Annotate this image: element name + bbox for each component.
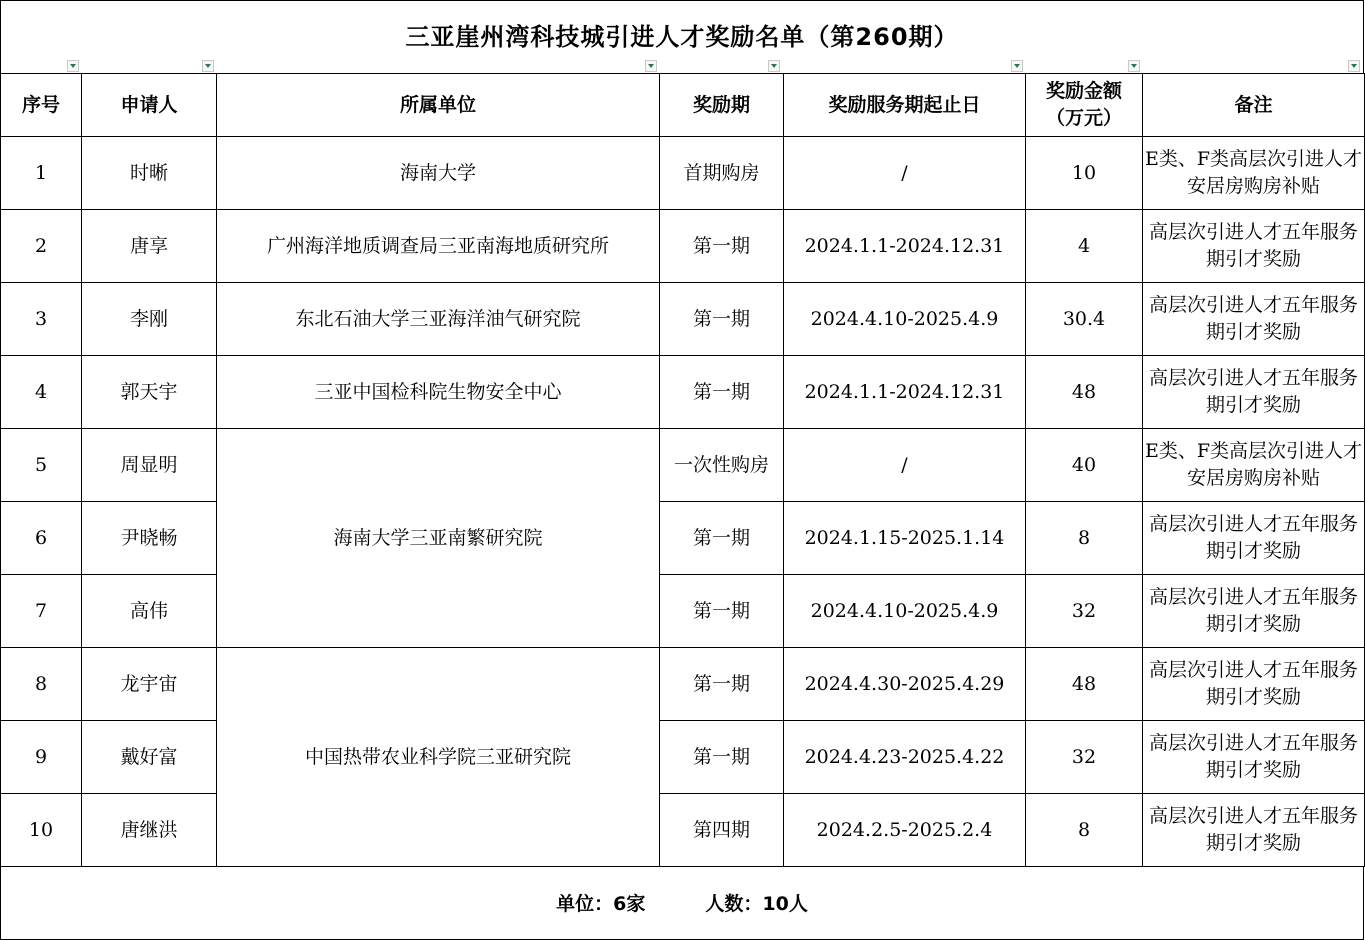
header-seq: 序号	[1, 74, 82, 137]
summary-people: 人数：10人	[705, 893, 808, 915]
cell-seq[interactable]: 1	[1, 137, 82, 210]
cell-dates[interactable]: /	[784, 429, 1026, 502]
table-row	[1, 210, 1365, 283]
cell-dates[interactable]: 2024.2.5-2025.2.4	[784, 794, 1026, 867]
cell-unit-merged[interactable]: 中国热带农业科学院三亚研究院	[217, 648, 660, 867]
cell-note[interactable]: 高层次引进人才五年服务期引才奖励	[1143, 575, 1365, 648]
cell-note[interactable]: 高层次引进人才五年服务期引才奖励	[1143, 283, 1365, 356]
cell-note[interactable]: 高层次引进人才五年服务期引才奖励	[1143, 502, 1365, 575]
table-row	[1, 721, 1365, 794]
cell-note[interactable]: E类、F类高层次引进人才安居房购房补贴	[1143, 429, 1365, 502]
cell-amount[interactable]: 32	[1026, 721, 1143, 794]
table-row	[1, 137, 1365, 210]
cell-amount[interactable]: 8	[1026, 502, 1143, 575]
cell-applicant[interactable]: 高伟	[82, 575, 217, 648]
cell-applicant[interactable]: 唐继洪	[82, 794, 217, 867]
summary-row	[0, 866, 1364, 940]
cell-seq[interactable]: 10	[1, 794, 82, 867]
cell-note[interactable]: 高层次引进人才五年服务期引才奖励	[1143, 356, 1365, 429]
cell-dates[interactable]: 2024.1.1-2024.12.31	[784, 356, 1026, 429]
cell-applicant[interactable]: 周显明	[82, 429, 217, 502]
cell-amount[interactable]: 48	[1026, 648, 1143, 721]
cell-seq[interactable]: 8	[1, 648, 82, 721]
cell-period[interactable]: 第一期	[660, 283, 784, 356]
cell-note[interactable]: 高层次引进人才五年服务期引才奖励	[1143, 721, 1365, 794]
cell-applicant[interactable]: 时晰	[82, 137, 217, 210]
header-period: 奖励期	[660, 74, 784, 137]
cell-seq[interactable]: 3	[1, 283, 82, 356]
cell-amount[interactable]: 32	[1026, 575, 1143, 648]
cell-note[interactable]: 高层次引进人才五年服务期引才奖励	[1143, 648, 1365, 721]
cell-period[interactable]: 第一期	[660, 648, 784, 721]
header-unit: 所属单位	[217, 74, 660, 137]
cell-unit[interactable]: 东北石油大学三亚海洋油气研究院	[217, 283, 660, 356]
cell-period[interactable]: 第一期	[660, 502, 784, 575]
cell-seq[interactable]: 4	[1, 356, 82, 429]
table-row	[1, 794, 1365, 867]
cell-seq[interactable]: 6	[1, 502, 82, 575]
filter-dropdown-unit[interactable]	[645, 60, 657, 72]
cell-amount[interactable]: 40	[1026, 429, 1143, 502]
table-row	[1, 429, 1365, 502]
filter-dropdown-period[interactable]	[768, 60, 780, 72]
header-note: 备注	[1143, 74, 1365, 137]
cell-dates[interactable]: 2024.1.1-2024.12.31	[784, 210, 1026, 283]
cell-applicant[interactable]: 戴好富	[82, 721, 217, 794]
cell-seq[interactable]: 7	[1, 575, 82, 648]
filter-dropdown-applicant[interactable]	[202, 60, 214, 72]
cell-dates[interactable]: 2024.4.23-2025.4.22	[784, 721, 1026, 794]
cell-dates[interactable]: 2024.1.15-2025.1.14	[784, 502, 1026, 575]
cell-seq[interactable]: 2	[1, 210, 82, 283]
cell-applicant[interactable]: 龙宇宙	[82, 648, 217, 721]
cell-period[interactable]: 第一期	[660, 721, 784, 794]
cell-amount[interactable]: 48	[1026, 356, 1143, 429]
cell-unit[interactable]: 广州海洋地质调查局三亚南海地质研究所	[217, 210, 660, 283]
cell-applicant[interactable]: 郭天宇	[82, 356, 217, 429]
cell-seq[interactable]: 9	[1, 721, 82, 794]
cell-unit[interactable]: 三亚中国检科院生物安全中心	[217, 356, 660, 429]
cell-period[interactable]: 第四期	[660, 794, 784, 867]
cell-amount[interactable]: 30.4	[1026, 283, 1143, 356]
summary-units: 单位：6家	[556, 893, 646, 915]
cell-period[interactable]: 一次性购房	[660, 429, 784, 502]
table-row	[1, 502, 1365, 575]
cell-note[interactable]: E类、F类高层次引进人才安居房购房补贴	[1143, 137, 1365, 210]
cell-period[interactable]: 第一期	[660, 356, 784, 429]
table-row	[1, 648, 1365, 721]
header-applicant: 申请人	[82, 74, 217, 137]
cell-applicant[interactable]: 唐享	[82, 210, 217, 283]
cell-amount[interactable]: 10	[1026, 137, 1143, 210]
cell-amount[interactable]: 8	[1026, 794, 1143, 867]
cell-dates[interactable]: 2024.4.10-2025.4.9	[784, 283, 1026, 356]
cell-dates[interactable]: /	[784, 137, 1026, 210]
cell-period[interactable]: 第一期	[660, 575, 784, 648]
table-row	[1, 575, 1365, 648]
cell-seq[interactable]: 5	[1, 429, 82, 502]
filter-dropdown-amount[interactable]	[1128, 60, 1140, 72]
cell-applicant[interactable]: 尹晓畅	[82, 502, 217, 575]
cell-period[interactable]: 第一期	[660, 210, 784, 283]
header-amount-line2: （万元）	[1045, 107, 1122, 129]
cell-applicant[interactable]: 李刚	[82, 283, 217, 356]
cell-dates[interactable]: 2024.4.30-2025.4.29	[784, 648, 1026, 721]
table-row	[1, 356, 1365, 429]
award-table	[0, 73, 1365, 867]
header-amount-line1: 奖励金额	[1045, 80, 1122, 102]
filter-dropdown-seq[interactable]	[67, 60, 79, 72]
cell-note[interactable]: 高层次引进人才五年服务期引才奖励	[1143, 794, 1365, 867]
header-row	[1, 74, 1365, 137]
filter-dropdown-note[interactable]	[1348, 60, 1360, 72]
cell-period[interactable]: 首期购房	[660, 137, 784, 210]
filter-dropdown-dates[interactable]	[1011, 60, 1023, 72]
header-dates: 奖励服务期起止日	[784, 74, 1026, 137]
header-amount	[1026, 74, 1143, 137]
cell-unit-merged[interactable]: 海南大学三亚南繁研究院	[217, 429, 660, 648]
cell-amount[interactable]: 4	[1026, 210, 1143, 283]
table-row	[1, 283, 1365, 356]
cell-dates[interactable]: 2024.4.10-2025.4.9	[784, 575, 1026, 648]
cell-note[interactable]: 高层次引进人才五年服务期引才奖励	[1143, 210, 1365, 283]
sheet-title: 三亚崖州湾科技城引进人才奖励名单（第260期）	[405, 22, 959, 51]
cell-unit[interactable]: 海南大学	[217, 137, 660, 210]
